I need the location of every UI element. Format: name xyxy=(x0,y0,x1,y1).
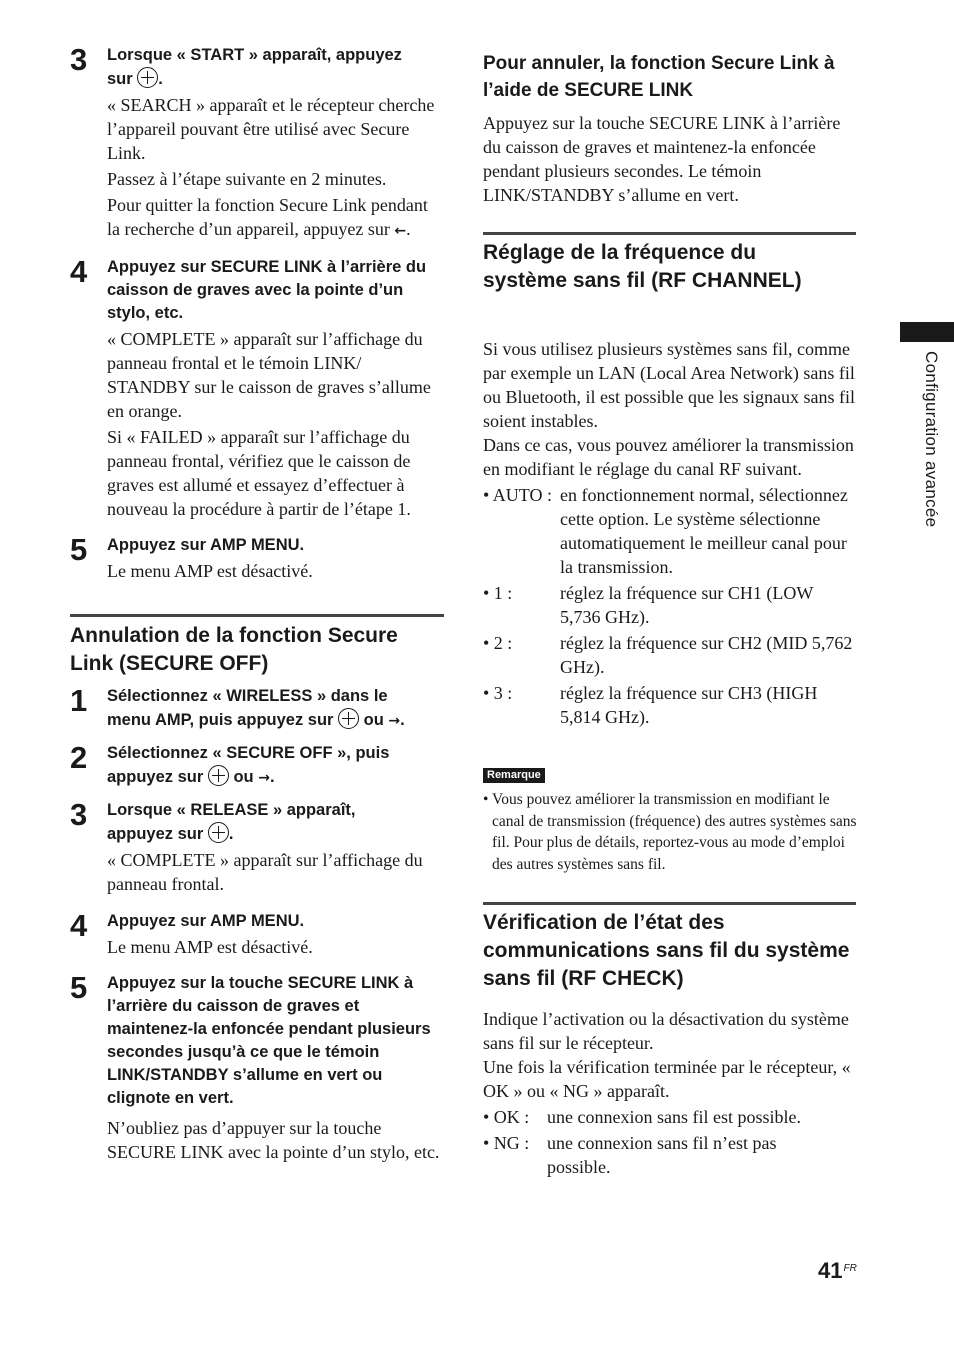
page-number xyxy=(818,1258,857,1284)
list-item xyxy=(483,483,857,579)
step-heading-line1: Lorsque « RELEASE » apparaît, xyxy=(107,801,356,819)
step-text: Le menu AMP est désactivé. xyxy=(107,561,313,581)
list-item xyxy=(483,1105,857,1129)
section-title-secure-off: Annulation de la fonction Secure Link (SECURE OFF) xyxy=(70,624,398,675)
step-number: 1 xyxy=(70,683,87,718)
step-text: Pour quitter la fonction Secure Link pendant la recherche d’un appareil, appuyez sur ←. xyxy=(107,195,428,239)
step-number: 3 xyxy=(70,797,87,832)
step-heading-line1: Lorsque « START » apparaît, appuyez xyxy=(107,46,402,64)
step-number: 4 xyxy=(70,908,87,943)
or-word: ou xyxy=(233,768,254,786)
step-number: 3 xyxy=(70,42,87,77)
enter-button-icon xyxy=(137,67,158,88)
step-number: 2 xyxy=(70,740,87,775)
step-text: N’oubliez pas d’appuyer sur la touche SECURE LINK avec la pointe d’un stylo, etc. xyxy=(107,1118,440,1162)
list-item-text: en fonctionnement normal, sélectionnez cette option. Le système sélectionne automatiquement le meilleur canal pour la transmission. xyxy=(560,485,848,577)
list-item-key: • NG : xyxy=(483,1133,530,1153)
cancel-secure-link-text: Appuyez sur la touche SECURE LINK à l’arrière du caisson de graves et maintenez-la enfoncée pendant plusieurs secondes. Le témoin LINK/STANDBY s’allume en vert. xyxy=(483,113,841,205)
rf-channel-text: Si vous utilisez plusieurs systèmes sans fil, comme par exemple un LAN (Local Area Network) sans fil ou Bluetooth, il est possible que les signaux sans fil soient instables. xyxy=(483,339,855,431)
step-heading-line2: sur xyxy=(107,70,133,88)
step-heading-line1: Sélectionnez « WIRELESS » dans le xyxy=(107,687,388,705)
step-text: Le menu AMP est désactivé. xyxy=(107,937,313,957)
page-number-value: 41 xyxy=(818,1258,843,1283)
list-item-key: • 2 : xyxy=(483,633,513,653)
step-1-wireless xyxy=(70,685,445,733)
enter-button-icon xyxy=(208,765,229,786)
step-heading: Appuyez sur SECURE LINK à l’arrière du caisson de graves avec la pointe d’un stylo, etc. xyxy=(107,258,427,322)
step-number: 5 xyxy=(70,970,87,1005)
list-item-text: réglez la fréquence sur CH3 (HIGH 5,814 GHz). xyxy=(560,683,818,727)
step-text: Si « FAILED » apparaît sur l’affichage du panneau frontal, vérifiez que le caisson de graves est allumé et essayez d’effectuer à nouveau la procédure à partir de l’étape 1. xyxy=(107,427,411,519)
rf-check-title: Vérification de l’état des communications sans fil du système sans fil (RF CHECK) xyxy=(483,911,850,990)
note-label: Remarque xyxy=(483,768,545,783)
section-rule xyxy=(483,902,856,905)
or-word: ou xyxy=(363,711,384,729)
step-heading: Lorsque « START » apparaît, appuyez sur . xyxy=(107,46,402,88)
section-rule xyxy=(70,614,444,617)
side-tab-label: Configuration avancée xyxy=(922,351,941,528)
step-text-line: Pour quitter la fonction Secure Link pendant la recherche d’un appareil, appuyez sur xyxy=(107,195,428,239)
list-item-text: réglez la fréquence sur CH1 (LOW 5,736 GHz). xyxy=(560,583,814,627)
step-3-release xyxy=(70,799,445,896)
list-item-text: une connexion sans fil n’est pas possible. xyxy=(547,1133,777,1177)
rf-check-text: Indique l’activation ou la désactivation du système sans fil sur le récepteur. xyxy=(483,1009,849,1053)
section-rule xyxy=(483,232,856,235)
step-heading-line2: menu AMP, puis appuyez sur xyxy=(107,711,334,729)
rf-check-text: Une fois la vérification terminée par le récepteur, « OK » ou « NG » apparaît. xyxy=(483,1057,851,1101)
list-item xyxy=(483,631,857,679)
step-heading-line2: appuyez sur xyxy=(107,768,204,786)
side-tab-marker xyxy=(900,322,954,342)
enter-button-icon xyxy=(338,708,359,729)
step-heading-line2: appuyez sur xyxy=(107,825,204,843)
step-heading: Lorsque « RELEASE » apparaît, appuyez sur . xyxy=(107,801,356,843)
page-language: FR xyxy=(843,1263,857,1274)
list-item-key: • AUTO : xyxy=(483,485,552,505)
step-number: 5 xyxy=(70,532,87,567)
step-3-search xyxy=(70,44,445,243)
step-number: 4 xyxy=(70,254,87,289)
list-item xyxy=(483,681,857,729)
step-2-secure-off xyxy=(70,742,445,790)
rf-channel-body xyxy=(483,337,857,729)
list-item-key: • OK : xyxy=(483,1107,530,1127)
list-item-key: • 3 : xyxy=(483,683,513,703)
rf-check-body xyxy=(483,1007,857,1179)
list-item-key: • 1 : xyxy=(483,583,513,603)
step-5-amp-menu xyxy=(70,534,445,583)
step-heading: Sélectionnez « WIRELESS » dans le menu AMP, puis appuyez sur ou →. xyxy=(107,687,405,729)
step-heading-line1: Sélectionnez « SECURE OFF », puis xyxy=(107,744,390,762)
step-4-secure-link xyxy=(70,256,445,521)
list-item-text: réglez la fréquence sur CH2 (MID 5,762 GHz). xyxy=(560,633,853,677)
rf-channel-title: Réglage de la fréquence du système sans fil (RF CHANNEL) xyxy=(483,241,802,292)
right-arrow-icon: → xyxy=(388,713,401,729)
step-heading: Appuyez sur AMP MENU. xyxy=(107,536,305,554)
note-text: • Vous pouvez améliorer la transmission en modifiant le canal de transmission (fréquence) des autres systèmes sans fil. Pour plus de détails, reportez-vous au mode d’emploi des autres systèmes sans fil. xyxy=(483,791,857,873)
step-heading: Appuyez sur AMP MENU. xyxy=(107,912,305,930)
step-text: Passez à l’étape suivante en 2 minutes. xyxy=(107,169,387,189)
back-arrow-icon: ← xyxy=(394,223,407,239)
list-item xyxy=(483,581,857,629)
step-5-secure-link-hold xyxy=(70,972,445,1164)
rf-channel-text: Dans ce cas, vous pouvez améliorer la transmission en modifiant le réglage du canal RF suivant. xyxy=(483,435,854,479)
list-item-text: une connexion sans fil est possible. xyxy=(547,1107,801,1127)
step-text: « COMPLETE » apparaît sur l’affichage du panneau frontal et le témoin LINK/ STANDBY sur le caisson de graves s’allume en orange. xyxy=(107,329,431,421)
enter-button-icon xyxy=(208,822,229,843)
step-heading: Appuyez sur la touche SECURE LINK à l’arrière du caisson de graves et maintenez-la enfoncée pendant plusieurs secondes jusqu’à ce que le témoin LINK/STANDBY s’allume en vert ou clignote en vert. xyxy=(107,974,431,1107)
cancel-secure-link-title: Pour annuler, la fonction Secure Link à l’aide de SECURE LINK xyxy=(483,53,835,101)
step-heading: Sélectionnez « SECURE OFF », puis appuyez sur ou →. xyxy=(107,744,390,786)
step-text: « SEARCH » apparaît et le récepteur cherche l’appareil pouvant être utilisé avec Secure Link. xyxy=(107,95,435,163)
list-item xyxy=(483,1131,857,1179)
step-text: « COMPLETE » apparaît sur l’affichage du panneau frontal. xyxy=(107,850,423,894)
step-4-amp-menu xyxy=(70,910,445,959)
right-arrow-icon: → xyxy=(258,770,270,786)
